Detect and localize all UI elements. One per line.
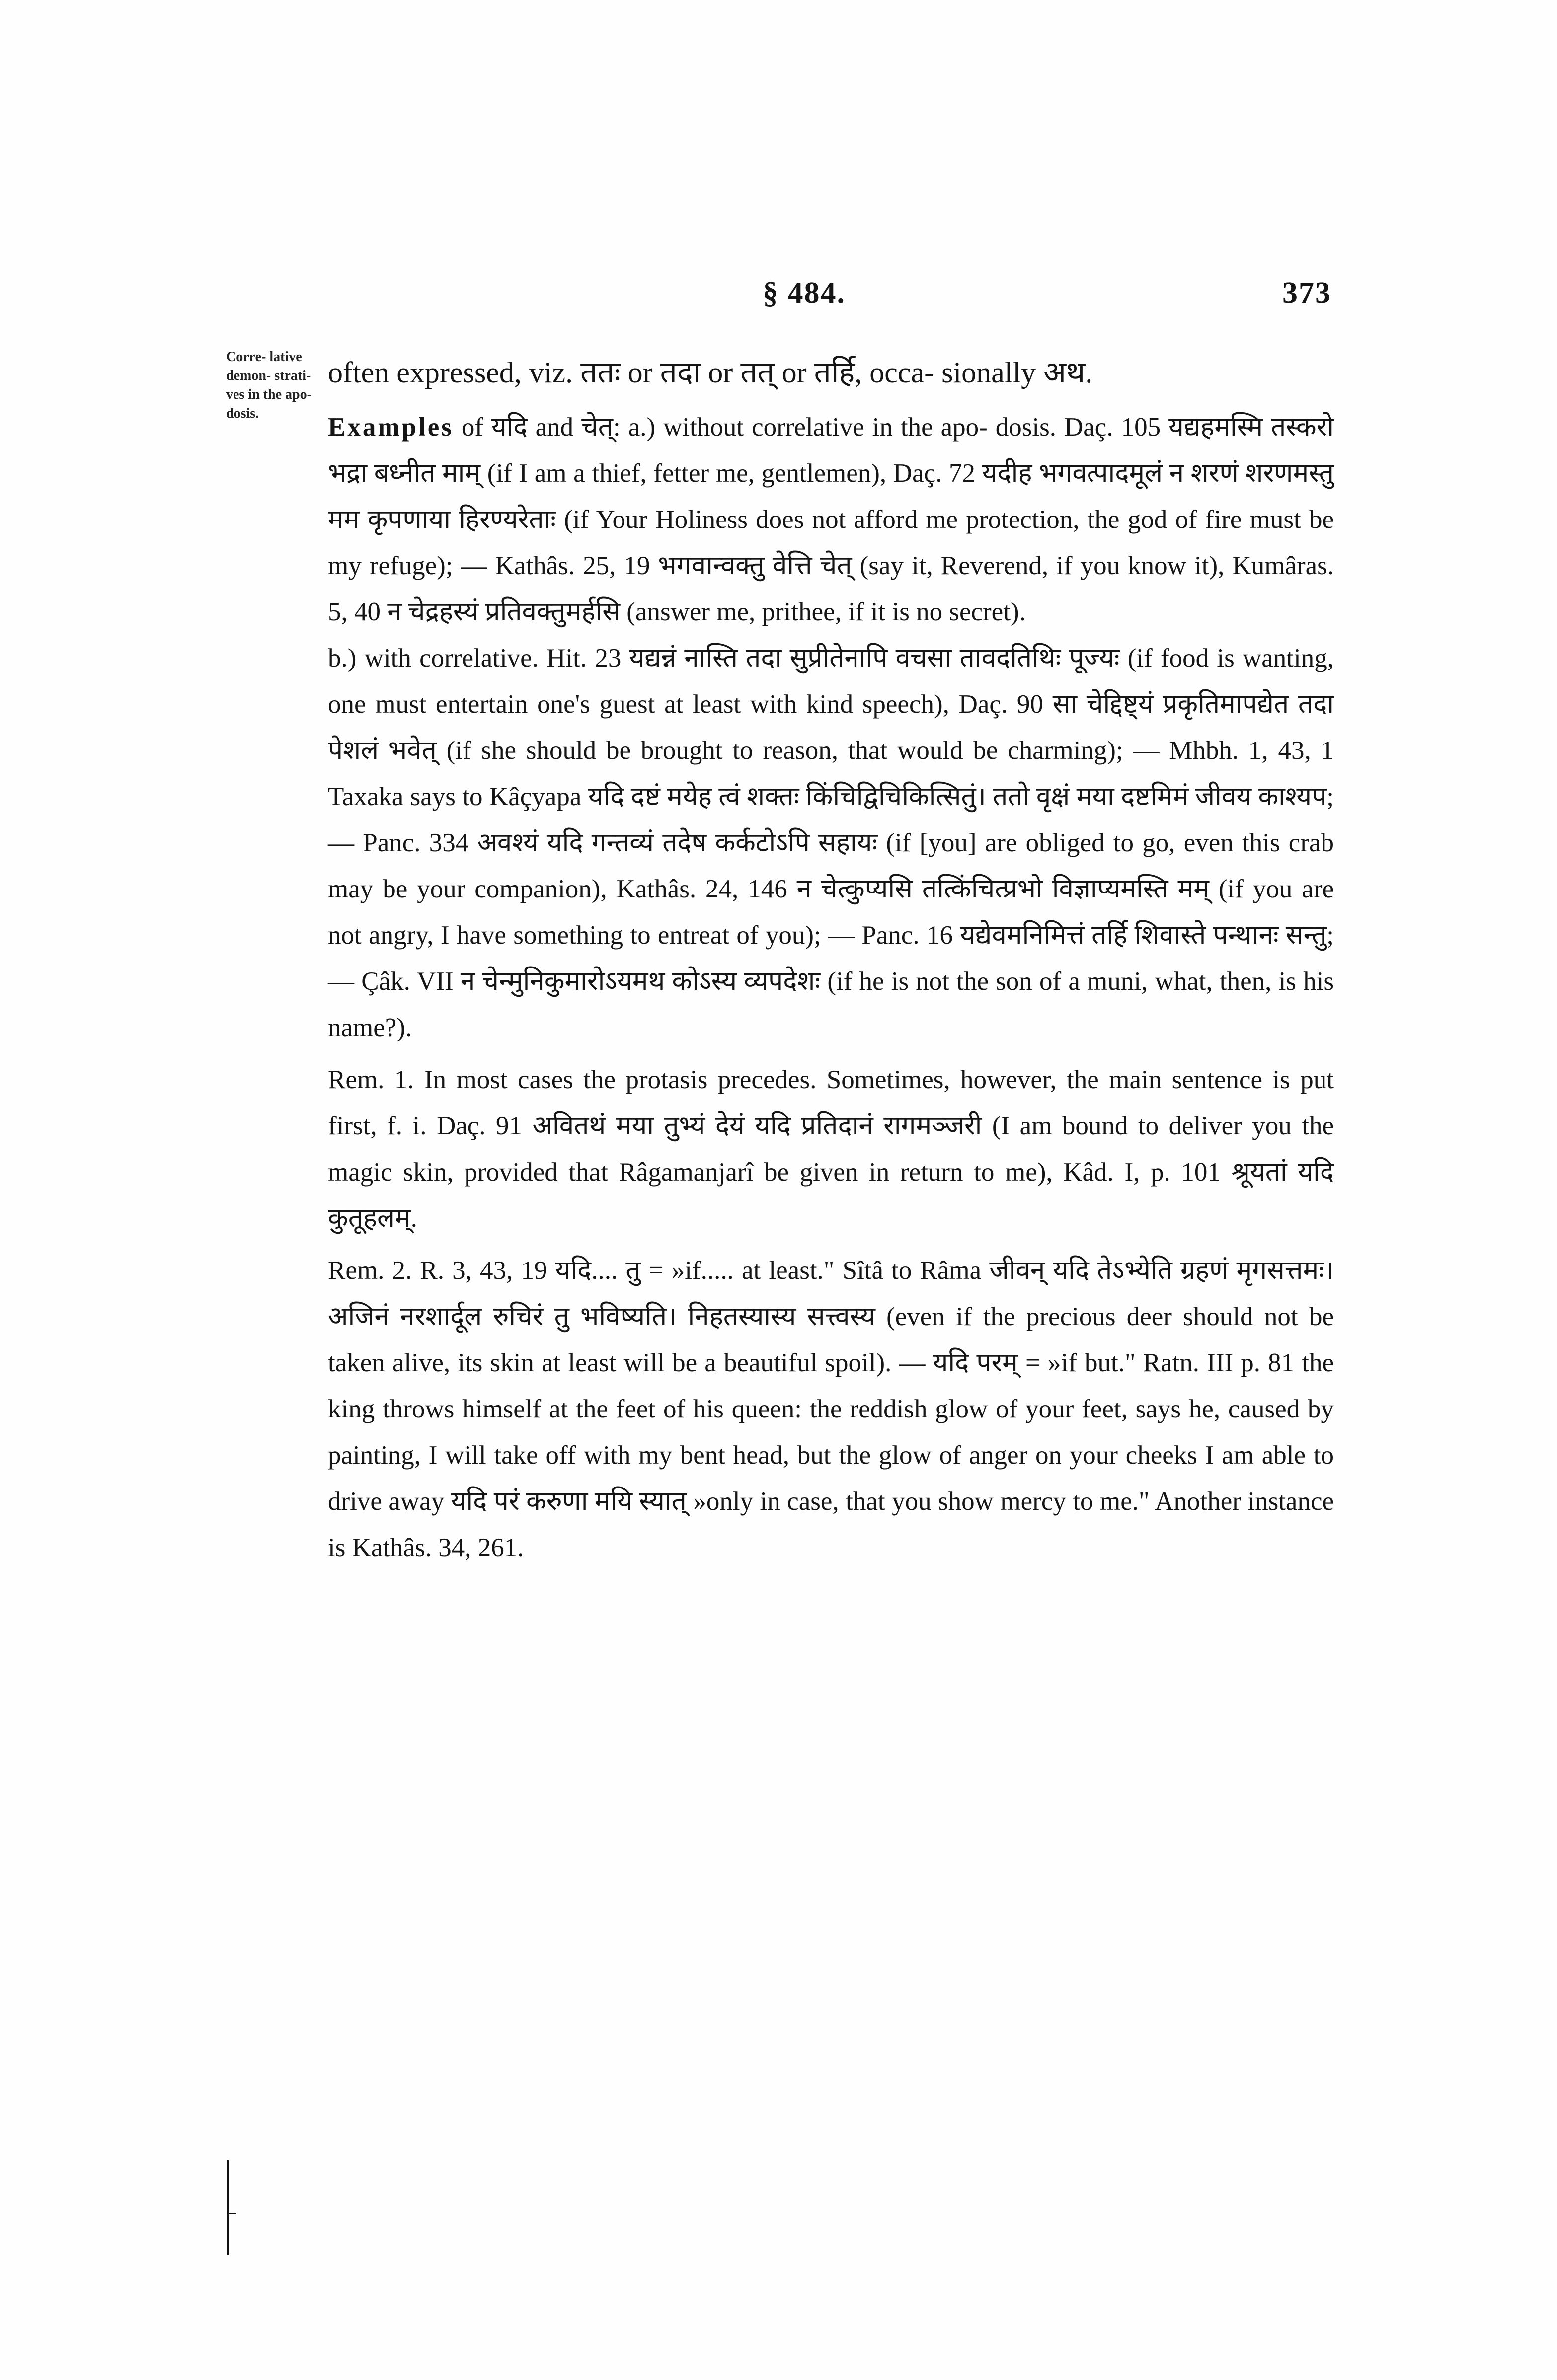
section-number: § 484. [763,276,846,310]
margin-mark [223,2160,235,2255]
examples-paragraph [328,404,1334,635]
examples-label: Examples [328,413,454,442]
examples-b-paragraph: b.) with correlative. Hit. 23 यद्यन्नं नास्ति तदा सुप्रीतेनापि वचसा तावदतिथिः पूज्यः (if food is wanting, one must entertain one's guest at least with kind speech), Daç. 90 सा चेद्दिष्ट्यं प्रकृतिमापद्येत तदा पेशलं भवेत् (if she should be brought to reason, that would be charming); — Mhbh. 1, 43, 1 Taxaka says to Kâçyapa यदि दष्टं मयेह त्वं शक्तः किंचिद्विचिकित्सितुं। ततो वृक्षं मया दष्टमिमं जीवय काश्यप; — Panc. 334 अवश्यं यदि गन्तव्यं तदेष कर्कटोऽपि सहायः (if [you] are obliged to go, even this crab may be your companion), Kathâs. 24, 146 न चेत्कुप्यसि तत्किंचित्प्रभो विज्ञाप्यमस्ति मम् (if you are not angry, I have something to entreat of you); — Panc. 16 यद्येवमनिमित्तं तर्हि शिवास्ते पन्थानः सन्तु; — Çâk. VII न चेन्मुनिकुमारोऽयमथ कोऽस्य व्यपदेशः (if he is not the son of a muni, what, then, is his name?). [328,644,1334,1042]
remark-1-paragraph: Rem. 1. In most cases the protasis precedes. Sometimes, however, the main sentence is put first, f. i. Daç. 91 अवितथं मया तुभ्यं देयं यदि प्रतिदानं रागमञ्जरी (I am bound to deliver you the magic skin, provided that Râgamanjarî be given in return to me), Kâd. I, p. 101 श्रूयतां यदि कुतूहलम्. [328,1065,1334,1233]
page-number: 373 [1282,276,1331,310]
intro-paragraph: often expressed, viz. ततः or तदा or तत् or तर्हि, occa- sionally अथ. [328,356,1093,389]
page-header [328,276,1331,315]
margin-mark-bar [227,2160,229,2255]
margin-note: Corre- lative demon- strati- ves in the apo- dosis. [226,349,311,421]
examples-a-text: of यदि and चेत्: a.) without correlative in the apo- dosis. Daç. 105 यद्यहमस्मि तस्करो भद्रा बध्नीत माम् (if I am a thief, fetter me, gentlemen), Daç. 72 यदीह भगवत्पादमूलं न शरणं शरणमस्तु मम कृपणाया हिरण्यरेताः (if Your Holiness does not afford me protection, the god of fire must be my refuge); — Kathâs. 25, 19 भगवान्वक्तु वेत्ति चेत् (say it, Reverend, if you know it), Kumâras. 5, 40 न चेद्रहस्यं प्रतिवक्तुमर्हसि (answer me, prithee, if it is no secret). [328,413,1334,626]
remark-2-paragraph: Rem. 2. R. 3, 43, 19 यदि.... तु = »if..... at least." Sîtâ to Râma जीवन् यदि तेऽभ्येति ग्रहणं मृगसत्तमः। अजिनं नरशार्दूल रुचिरं तु भविष्यति। निहतस्यास्य सत्त्वस्य (even if the precious deer should not be taken alive, its skin at least will be a beautiful spoil). — यदि परम् = »if but." Ratn. III p. 81 the king throws himself at the feet of his queen: the reddish glow of your feet, says he, caused by painting, I will take off with my bent head, but the glow of anger on your cheeks I am able to drive away यदि परं करुणा मयि स्यात् »only in case, that you show mercy to me." Another instance is Kathâs. 34, 261. [328,1256,1334,1562]
body-text [328,348,1334,1571]
margin-mark-tick [228,2213,236,2214]
